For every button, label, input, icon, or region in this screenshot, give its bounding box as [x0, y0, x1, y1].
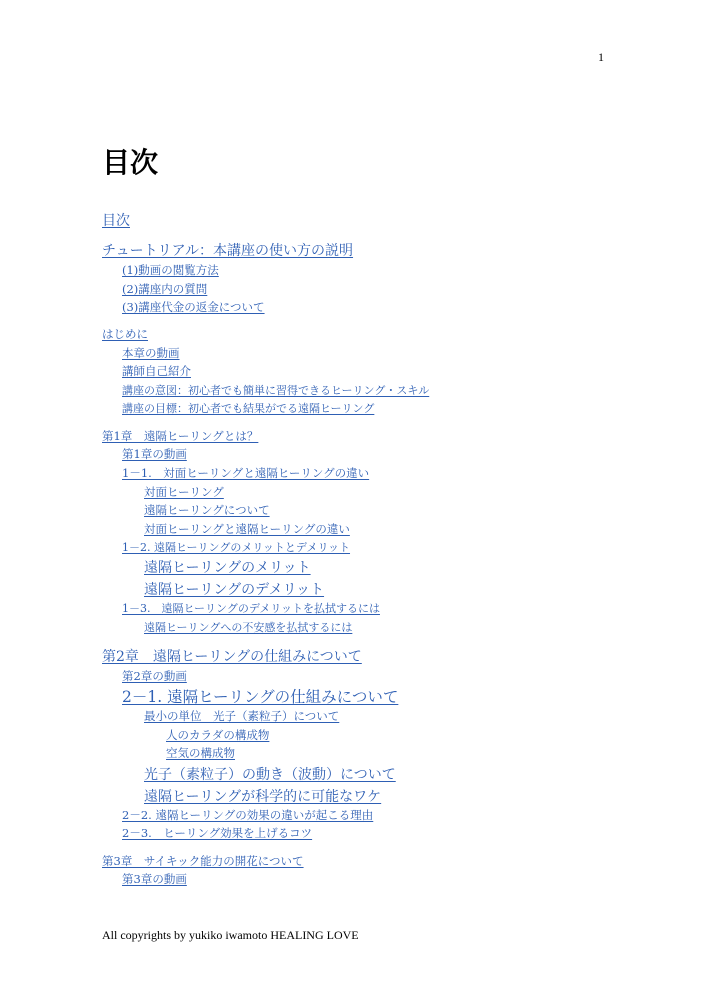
toc-link-ch2-1-a-1[interactable]: 人のカラダの構成物 — [166, 728, 270, 742]
toc-link-intro-profile[interactable]: 講師自己紹介 — [122, 364, 191, 378]
page-title: 目次 — [102, 146, 159, 179]
toc-link-tutorial[interactable]: チュートリアル：本講座の使い方の説明 — [102, 243, 354, 259]
toc-link-chapter-3[interactable]: 第3章 サイキック能力の開花について — [102, 854, 304, 868]
copyright-footer: All copyrights by yukiko iwamoto HEALING LOVE — [102, 928, 359, 942]
toc-link-intro-goal[interactable]: 講座の目標：初心者でも結果がでる遠隔ヒーリング — [122, 402, 375, 415]
toc-link-contents[interactable]: 目次 — [102, 213, 130, 229]
toc-link-tutorial-2[interactable]: (2)講座内の質問 — [122, 282, 208, 296]
toc-link-ch1-3[interactable]: 1－3. 遠隔ヒーリングのデメリットを払拭するには — [122, 602, 380, 615]
toc-link-intro[interactable]: はじめに — [102, 327, 148, 341]
toc-link-ch2-1-a-2[interactable]: 空気の構成物 — [166, 746, 235, 760]
toc-link-ch2-3[interactable]: 2－3. ヒーリング効果を上げるコツ — [122, 826, 313, 840]
toc-link-tutorial-3[interactable]: (3)講座代金の返金について — [122, 300, 265, 314]
toc-link-ch1-3-a[interactable]: 遠隔ヒーリングへの不安感を払拭するには — [144, 621, 353, 634]
toc-link-ch2-1-b[interactable]: 光子（素粒子）の動き（波動）について — [144, 767, 396, 783]
page-number: 1 — [598, 50, 604, 64]
toc-link-ch1-1-c[interactable]: 対面ヒーリングと遠隔ヒーリングの違い — [144, 522, 350, 536]
toc-link-ch1-2-b[interactable]: 遠隔ヒーリングのデメリット — [144, 582, 325, 598]
toc-link-ch1-1-a[interactable]: 対面ヒーリング — [144, 485, 224, 499]
toc-link-ch1-1[interactable]: 1－1. 対面ヒーリングと遠隔ヒーリングの違い — [122, 466, 370, 480]
toc-link-ch1-1-b[interactable]: 遠隔ヒーリングについて — [144, 503, 270, 517]
toc-link-tutorial-1[interactable]: (1)動画の閲覧方法 — [122, 263, 219, 277]
toc-link-ch2-2[interactable]: 2－2. 遠隔ヒーリングの効果の違いが起こる理由 — [122, 808, 374, 822]
toc-link-ch2-video[interactable]: 第2章の動画 — [122, 669, 187, 683]
toc-link-chapter-2[interactable]: 第2章 遠隔ヒーリングの仕組みについて — [102, 649, 362, 665]
toc-link-ch3-video[interactable]: 第3章の動画 — [122, 872, 187, 886]
toc-link-ch1-2[interactable]: 1－2. 遠隔ヒーリングのメリットとデメリット — [122, 541, 351, 554]
toc-link-intro-intent[interactable]: 講座の意図：初心者でも簡単に習得できるヒーリング・スキル — [122, 384, 430, 397]
toc-link-ch2-1-a[interactable]: 最小の単位 光子（素粒子）について — [144, 709, 340, 723]
toc-link-chapter-1[interactable]: 第1章 遠隔ヒーリングとは？ — [102, 429, 259, 443]
toc-link-ch2-1[interactable]: 2－1. 遠隔ヒーリングの仕組みについて — [122, 688, 399, 706]
toc-link-ch2-1-c[interactable]: 遠隔ヒーリングが科学的に可能なワケ — [144, 789, 382, 805]
toc-link-ch1-2-a[interactable]: 遠隔ヒーリングのメリット — [144, 560, 311, 576]
toc-link-intro-video[interactable]: 本章の動画 — [122, 346, 180, 360]
toc-link-ch1-video[interactable]: 第1章の動画 — [122, 447, 187, 461]
